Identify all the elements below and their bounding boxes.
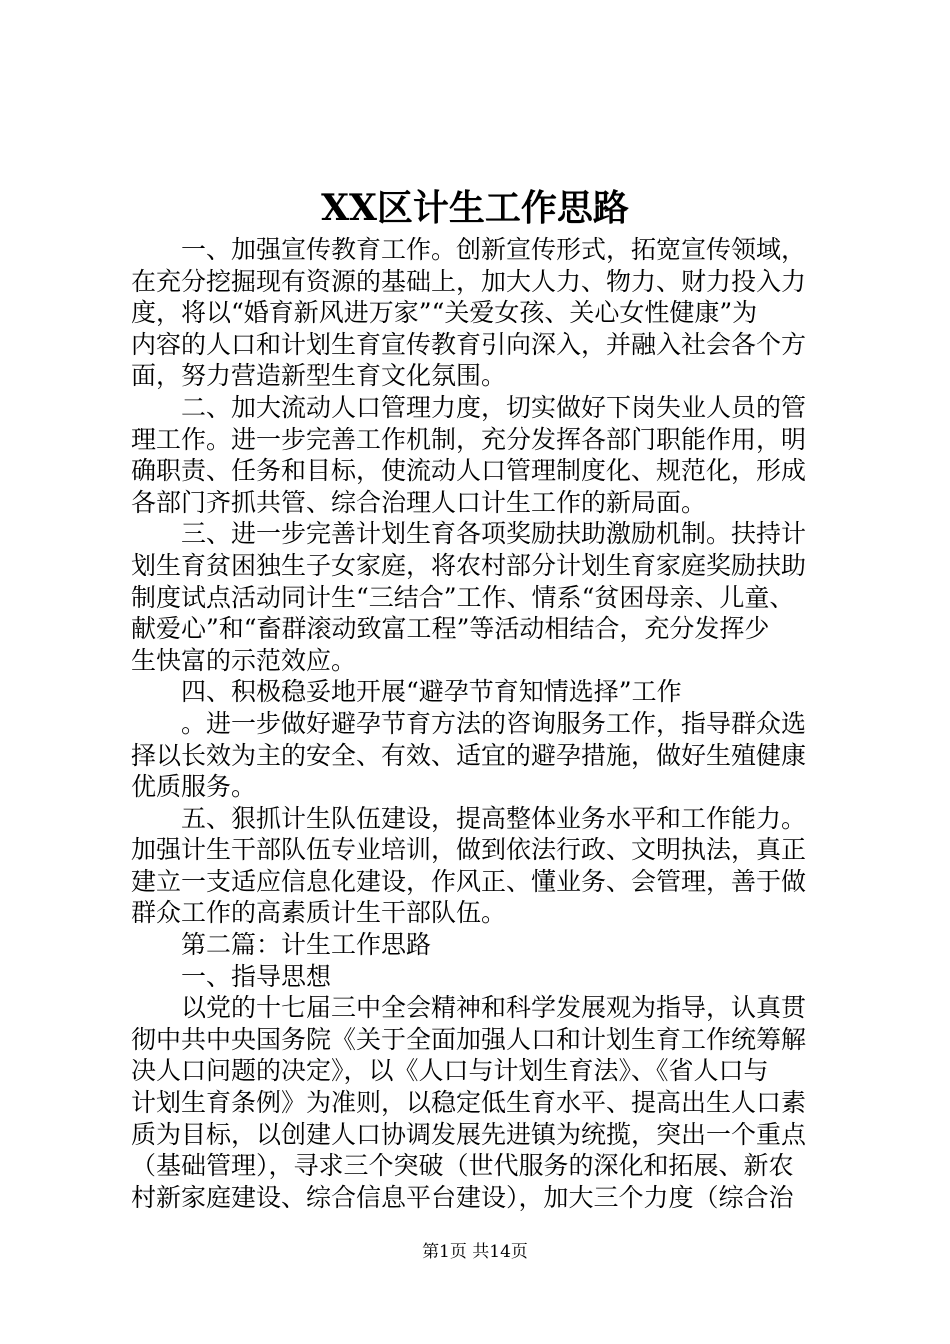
text-line: 制度试点活动同计生“三结合”工作、情系“贫困母亲、儿童、 <box>131 582 795 612</box>
document-body <box>131 234 829 1213</box>
text-line: 各部门齐抓共管、综合治理人口计生工作的新局面。 <box>131 487 707 517</box>
document-title: XX区计生工作思路 <box>321 187 629 229</box>
text-line: 四、积极稳妥地开展“避孕节育知情选择”工作 <box>181 677 682 707</box>
text-line: 二、加大流动人口管理力度，切实做好下岗失业人员的管 <box>181 392 807 422</box>
text-line: 在充分挖掘现有资源的基础上，加大人力、物力、财力投入力 <box>131 266 807 296</box>
text-line: 划生育贫困独生子女家庭，将农村部分计划生育家庭奖励扶助 <box>131 550 807 580</box>
text-line: 献爱心”和“畜群滚动致富工程”等活动相结合，充分发挥少 <box>131 614 770 644</box>
text-line: 一、加强宣传教育工作。创新宣传形式，拓宽宣传领域， <box>181 235 807 264</box>
section-heading: 第二篇：计生工作思路 <box>181 930 432 960</box>
text-line: 以党的十七届三中全会精神和科学发展观为指导，认真贯 <box>181 993 807 1023</box>
text-line: 决人口问题的决定》，以《人口与计划生育法》、《省人口与 <box>131 1056 769 1086</box>
text-line: 生快富的示范效应。 <box>131 645 357 675</box>
text-line: 群众工作的高素质计生干部队伍。 <box>131 898 507 928</box>
text-line: 建立一支适应信息化建设，作风正、懂业务、会管理，善于做 <box>131 866 807 896</box>
text-line: 彻中共中央国务院《关于全面加强人口和计划生育工作统筹解 <box>131 1024 807 1054</box>
text-line: 。进一步做好避孕节育方法的咨询服务工作，指导群众选 <box>181 708 807 738</box>
text-line: 度，将以“婚育新风进万家”“关爱女孩、关心女性健康”为 <box>131 298 758 328</box>
text-line: 三、进一步完善计划生育各项奖励扶助激励机制。扶持计 <box>181 519 807 549</box>
text-line: 村新家庭建设、综合信息平台建设），加大三个力度（综合治 <box>131 1182 794 1212</box>
text-line: 理工作。进一步完善工作机制，充分发挥各部门职能作用，明 <box>131 424 807 454</box>
text-line: 加强计生干部队伍专业培训，做到依法行政、文明执法，真正 <box>131 835 807 865</box>
text-line: 择以长效为主的安全、有效、适宜的避孕措施，做好生殖健康 <box>131 740 807 770</box>
text-line: 内容的人口和计划生育宣传教育引向深入，并融入社会各个方 <box>131 329 807 359</box>
section-heading: 一、指导思想 <box>181 961 332 991</box>
text-line: 面，努力营造新型生育文化氛围。 <box>131 361 507 391</box>
page-footer: 第1页 共14页 <box>422 1242 528 1262</box>
text-line: 确职责、任务和目标，使流动人口管理制度化、规范化，形成 <box>131 456 807 486</box>
text-line: 五、狠抓计生队伍建设，提高整体业务水平和工作能力。 <box>181 803 807 833</box>
text-line: 优质服务。 <box>131 772 257 802</box>
text-line: （基础管理），寻求三个突破（世代服务的深化和拓展、新农 <box>131 1151 794 1181</box>
text-line: 计划生育条例》为准则，以稳定低生育水平、提高出生人口素 <box>131 1088 807 1118</box>
text-line: 质为目标，以创建人口协调发展先进镇为统揽，突出一个重点 <box>131 1119 807 1149</box>
